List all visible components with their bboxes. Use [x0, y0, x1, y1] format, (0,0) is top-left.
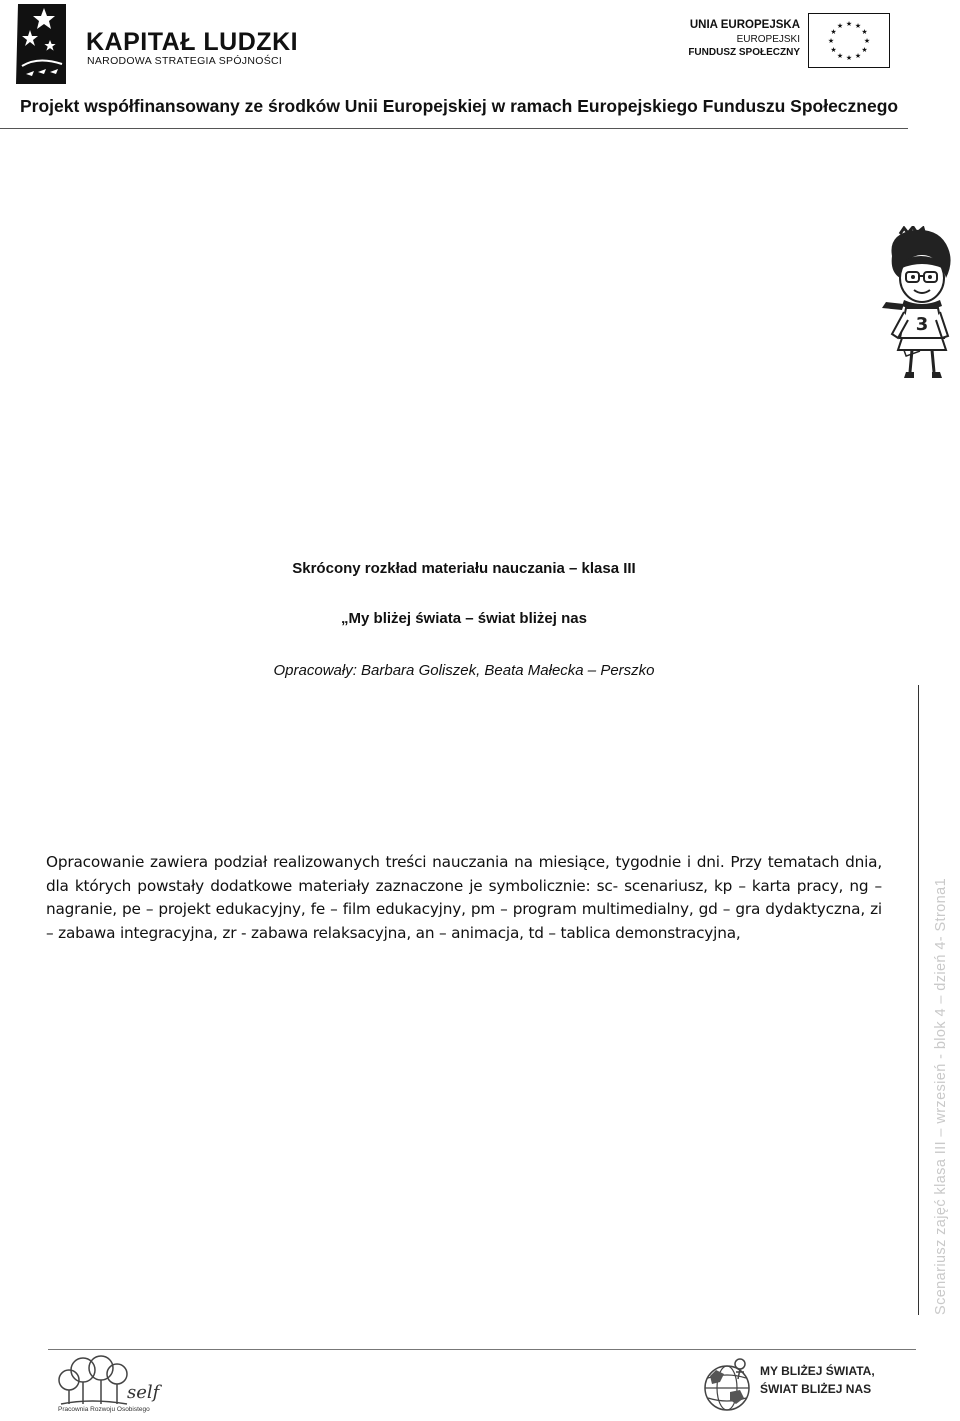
svg-text:★: ★: [830, 46, 837, 54]
footer-divider: [48, 1349, 916, 1350]
svg-text:★: ★: [827, 37, 835, 45]
svg-text:★: ★: [854, 22, 862, 30]
footer-brand-line1: MY BLIŻEJ ŚWIATA,: [760, 1364, 875, 1378]
svg-text:★: ★: [836, 52, 844, 60]
eu-label-line3: FUNDUSZ SPOŁECZNY: [688, 47, 800, 58]
svg-text:★: ★: [845, 20, 853, 28]
eu-flag-icon: [808, 13, 890, 68]
self-logo-text: self: [127, 1382, 160, 1403]
svg-text:★: ★: [845, 54, 853, 62]
document-title: Skrócony rozkład materiału nauczania – klasa III: [292, 560, 636, 577]
svg-text:★: ★: [861, 28, 868, 36]
mascot-shirt-number: 3: [915, 314, 929, 335]
self-caption: Pracownia Rozwoju Osobistego: [58, 1406, 150, 1413]
side-page-label: Scenariusz zajęć klasa III – wrzesień - blok 4 – dzień 4- Strona1: [933, 877, 949, 1315]
svg-text:★: ★: [863, 37, 871, 45]
body-paragraph: Opracowanie zawiera podział realizowanych treści nauczania na miesiące, tygodnie i dni. Przy tematach dnia, dla których powstały dodatkowe materiały zaznaczone je symbolicznie: sc- scenariusz, kp – karta pracy, ng – nagranie, pe – projekt edukacyjny, fe – film edukacyjny, pm – program multimedialny, gd – gra dydaktyczna, zi – zabawa integracyjna, zr - zabawa relaksacyjna, an – animacja, td – tablica demonstracyjna,: [46, 853, 882, 942]
svg-text:★: ★: [861, 46, 868, 54]
svg-text:★: ★: [854, 52, 862, 60]
header-divider: [0, 128, 908, 129]
globe-icon: [700, 1356, 754, 1418]
side-divider: [918, 685, 919, 1315]
kapital-ludzki-subtitle: NARODOWA STRATEGIA SPÓJNOŚCI: [87, 55, 283, 67]
svg-text:★: ★: [830, 28, 837, 36]
cofinancing-statement: Projekt współfinansowany ze środków Unii Europejskiej w ramach Europejskiego Funduszu Społecznego: [20, 96, 899, 116]
kapital-ludzki-title: KAPITAŁ LUDZKI: [86, 28, 299, 56]
eu-label-line1: UNIA EUROPEJSKA: [689, 19, 800, 31]
mascot-girl-icon: [880, 226, 960, 382]
footer-brand-line2: ŚWIAT BLIŻEJ NAS: [760, 1382, 872, 1396]
document-subtitle: „My bliżej świata – świat bliżej nas: [341, 610, 587, 627]
svg-text:★: ★: [836, 22, 844, 30]
document-authors: Opracowały: Barbara Goliszek, Beata Małecka – Perszko: [273, 662, 655, 679]
eu-label-line2: EUROPEJSKI: [736, 34, 800, 45]
kapital-ludzki-logo-icon: [8, 0, 68, 86]
